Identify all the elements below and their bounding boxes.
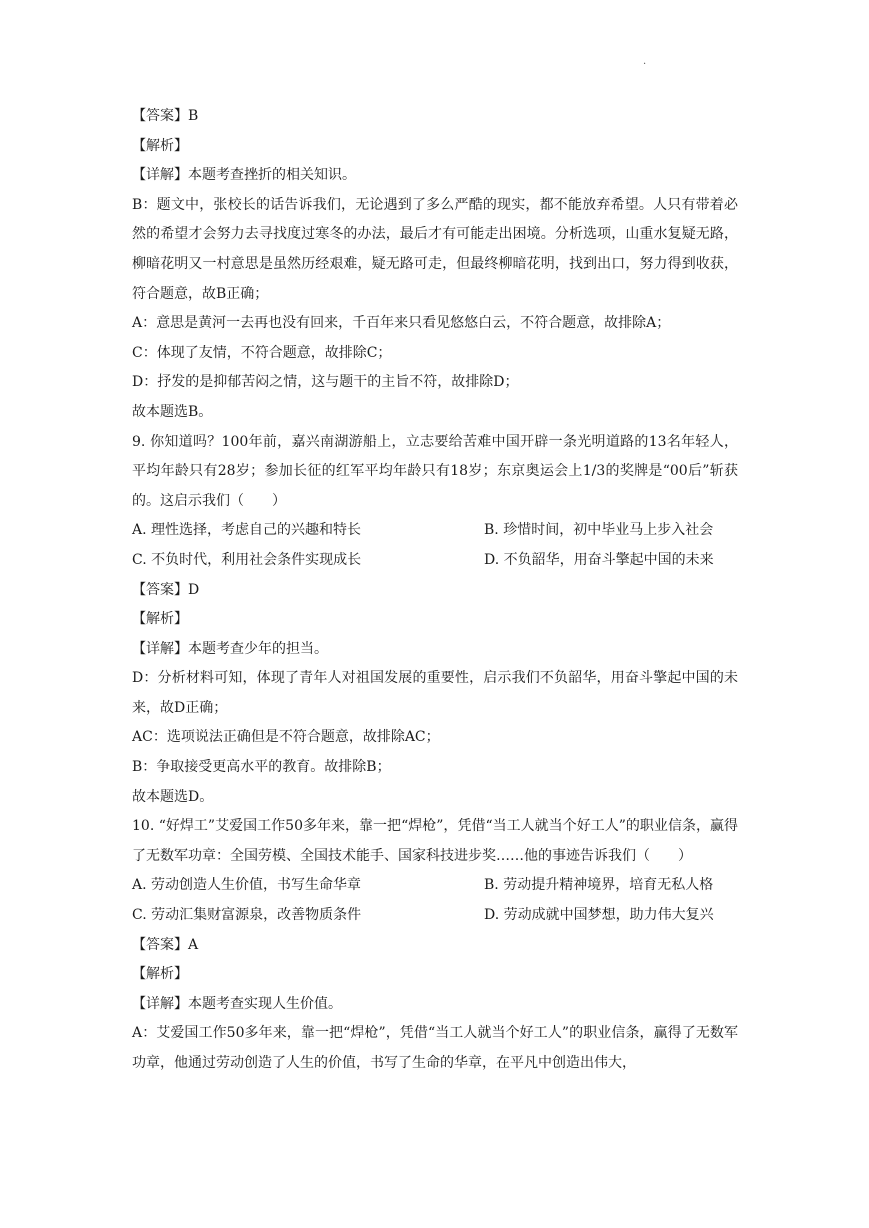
q9-options-row-1 xyxy=(132,516,738,546)
q10-stem: 10. “好焊工”艾爱国工作50多年来，靠一把“焊枪”，凭借“当工人就当个好工人”的职业信条，赢得了无数军功章：全国劳模、全国技术能手、国家科技进步奖……他的事迹告诉我们（ ） xyxy=(132,818,738,864)
q9-option-c: C. 不负时代，利用社会条件实现成长 xyxy=(132,551,362,568)
q10-detail: 【详解】本题考查实现人生价值。 xyxy=(132,995,342,1012)
q10-a-explanation: A：艾爱国工作50多年来，靠一把“焊枪”，凭借“当工人就当个好工人”的职业信条，赢得了无数军功章，他通过劳动创造了人生的价值，书写了生命的华章，在平凡中创造出伟大， xyxy=(132,1025,738,1071)
q8-answer: 【答案】B xyxy=(132,108,199,124)
q8-conclusion: 故本题选B。 xyxy=(132,403,213,420)
q9-conclusion: 故本题选D。 xyxy=(132,788,214,805)
q9-option-a: A. 理性选择，考虑自己的兴趣和特长 xyxy=(132,522,362,539)
q9-analysis-heading: 【解析】 xyxy=(132,611,188,628)
q9-option-d: D. 不负韶华，用奋斗擎起中国的未来 xyxy=(484,551,714,568)
page-content xyxy=(132,102,738,1079)
q10-analysis-heading: 【解析】 xyxy=(132,966,188,983)
q10-option-b: B. 劳动提升精神境界，培育无私人格 xyxy=(484,877,714,894)
q10-option-d: D. 劳动成就中国梦想，助力伟大复兴 xyxy=(484,907,714,924)
q9-detail: 【详解】本题考查少年的担当。 xyxy=(132,640,328,657)
q10-options-row-1 xyxy=(132,871,738,901)
q8-detail: 【详解】本题考查挫折的相关知识。 xyxy=(132,167,356,184)
q8-b-explanation: B：题文中，张校长的话告诉我们，无论遇到了多么严酷的现实，都不能放弃希望。人只有带着必然的希望才会努力去寻找度过寒冬的办法，最后才有可能走出困境。分析选项，山重水复疑无路，柳暗花明又一村意思是虽然历经艰难，疑无路可走，但最终柳暗花明，找到出口，努力得到收获，符合题意，故B正确； xyxy=(132,196,738,302)
q9-b-explanation: B：争取接受更高水平的教育。故排除B； xyxy=(132,759,391,776)
header-dot: . xyxy=(643,56,647,67)
q9-stem: 9. 你知道吗？100年前，嘉兴南湖游船上，立志要给苦难中国开辟一条光明道路的13名年轻人，平均年龄只有28岁；参加长征的红军平均年龄只有18岁；东京奥运会上1/3的奖牌是“00后”斩获的。这启示我们（ ） xyxy=(132,433,738,509)
q8-c-explanation: C：体现了友情，不符合题意，故排除C； xyxy=(132,344,392,361)
q8-a-explanation: A：意思是黄河一去再也没有回来，千百年来只看见悠悠白云，不符合题意，故排除A； xyxy=(132,315,671,332)
q9-option-b: B. 珍惜时间，初中毕业马上步入社会 xyxy=(484,522,714,539)
q10-options-row-2 xyxy=(132,901,738,931)
q9-d-explanation: D：分析材料可知，体现了青年人对祖国发展的重要性，启示我们不负韶华，用奋斗擎起中国的未来，故D正确； xyxy=(132,670,738,716)
q9-options-row-2 xyxy=(132,546,738,576)
q9-ac-explanation: AC：选项说法正确但是不符合题意，故排除AC； xyxy=(132,729,440,746)
q8-analysis-heading: 【解析】 xyxy=(132,137,188,154)
q10-answer: 【答案】A xyxy=(132,936,199,953)
q8-d-explanation: D：抒发的是抑郁苦闷之情，这与题干的主旨不符，故排除D； xyxy=(132,374,519,391)
q9-answer: 【答案】D xyxy=(132,581,200,598)
q10-option-a: A. 劳动创造人生价值，书写生命华章 xyxy=(132,877,362,894)
q10-option-c: C. 劳动汇集财富源泉，改善物质条件 xyxy=(132,907,362,924)
